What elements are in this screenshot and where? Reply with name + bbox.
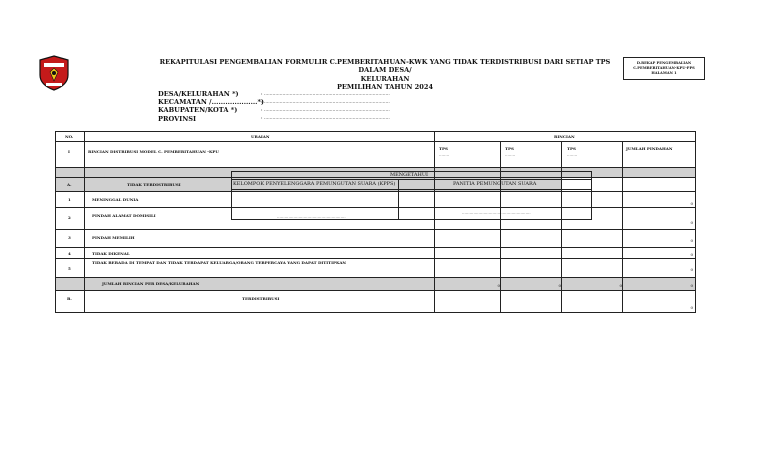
dotted-line: ...................................................... <box>277 214 346 219</box>
table-vertical-rule <box>434 131 435 313</box>
value-cell: 0 <box>690 252 693 257</box>
row-no: B. <box>67 296 72 301</box>
info-label: PROVINSI <box>158 114 197 123</box>
table-horizontal-rule <box>55 229 696 230</box>
value-cell: 0 <box>690 220 693 225</box>
row-no: I <box>68 149 70 154</box>
info-value: : ........................................................................................ <box>261 116 390 122</box>
row-label: JUMLAH RINCIAN PER DESA/KELURAHAN <box>102 281 200 286</box>
info-label: KABUPATEN/KOTA *) <box>158 106 238 115</box>
row-no: 2 <box>68 215 71 220</box>
header-uraian: URAIAN <box>251 134 270 139</box>
value-cell: 0 <box>558 283 561 288</box>
table-vertical-rule <box>55 131 56 313</box>
row-no: A. <box>67 182 72 187</box>
table-vertical-rule <box>84 131 85 313</box>
info-label: KECAMATAN /....................*) <box>158 98 265 107</box>
row-no: 3 <box>68 235 71 240</box>
row-label: PINDAH MEMILIH <box>92 235 135 240</box>
tps-label: TPS <box>505 146 514 151</box>
jumlah-pindahan-header: JUMLAH PINDAHAN <box>626 146 673 151</box>
row-no: 5 <box>68 266 71 271</box>
rekap-table <box>55 131 696 313</box>
table-horizontal-rule <box>55 167 696 168</box>
form-reference-box <box>623 57 705 80</box>
row-label: TIDAK DIKENAL <box>92 251 130 256</box>
document-title <box>150 58 620 92</box>
row-label: MENINGGAL DUNIA <box>92 197 139 202</box>
table-vertical-rule <box>500 141 501 313</box>
title-line: PEMILIHAN TAHUN 2024 <box>336 83 434 92</box>
tps-label: TPS <box>439 146 448 151</box>
tps-number: ........ <box>505 152 516 157</box>
table-vertical-rule <box>622 141 623 313</box>
table-horizontal-rule <box>232 179 591 180</box>
value-cell: 0 <box>690 201 693 206</box>
row-label: PINDAH ALAMAT DOMISILI <box>92 213 156 218</box>
ref-line: HALAMAN 1 <box>651 71 677 75</box>
panitia-label: PANITIA PEMUNGUTAN SUARA <box>453 181 537 187</box>
header-no: NO. <box>65 134 74 139</box>
table-vertical-rule <box>695 131 696 313</box>
value-cell: 0 <box>690 305 693 310</box>
region-info <box>158 90 390 123</box>
info-label: DESA/KELURAHAN *) <box>158 90 239 99</box>
row-label: TERDISTRIBUSI <box>242 296 280 301</box>
table-horizontal-rule <box>55 131 696 132</box>
value-cell: 0 <box>619 283 622 288</box>
info-value: : ........................................................................................ <box>261 91 390 97</box>
kpps-label: KELOMPOK PENYELENGGARA PEMUNGUTAN SUARA (KPPS) <box>233 181 396 187</box>
info-row-provinsi <box>158 115 390 123</box>
table-horizontal-rule <box>55 277 696 278</box>
tps-label: TPS <box>567 146 576 151</box>
tps-number: ........ <box>439 152 450 157</box>
header-rincian: RINCIAN <box>554 134 575 139</box>
mengetahui-label: MENGETAHUI <box>390 172 429 178</box>
table-vertical-rule <box>398 179 399 219</box>
ref-line: D.REKAP PENGEMBALIAN <box>636 61 692 65</box>
table-horizontal-rule <box>55 247 696 248</box>
signature-dotted-line: ...................................................... <box>462 210 531 215</box>
table-horizontal-rule <box>55 258 696 259</box>
table-horizontal-rule <box>55 141 696 142</box>
title-line: KELURAHAN <box>360 74 410 83</box>
info-row-kecamatan <box>158 98 390 106</box>
row-no: 1 <box>68 197 71 202</box>
info-row-desa <box>158 90 390 98</box>
value-cell: 0 <box>690 238 693 243</box>
table-horizontal-rule <box>55 290 696 291</box>
row-label: RINCIAN DISTRIBUSI MODEL C. PEMBERITAHUAN -KPU <box>88 149 219 154</box>
row-label: TIDAK BERADA DI TEMPAT DAN TIDAK TERDAPAT KELUARGA/ORANG TERPERCAYA YANG DAPAT DITITIPKAN <box>92 260 347 265</box>
value-cell: 0 <box>690 267 693 272</box>
title-line: REKAPITULASI PENGEMBALIAN FORMULIR C.PEMBERITAHUAN-KWK YANG TIDAK TERDISTRIBUSI DARI SETIAP TPS DALAM DESA/ <box>159 58 611 75</box>
ref-line: C.PEMBERITAHUAN-KPU-PPS <box>633 66 695 70</box>
info-value: : ........................................................................................ <box>261 107 390 113</box>
table-horizontal-rule <box>55 312 696 313</box>
table-vertical-rule <box>561 141 562 313</box>
kpu-logo <box>38 55 70 91</box>
row-no: 4 <box>68 251 71 256</box>
value-cell: 0 <box>497 283 500 288</box>
info-value: : ........................................................................................ <box>261 99 390 105</box>
tps-number: ........ <box>567 152 578 157</box>
signature-block <box>231 171 592 220</box>
value-cell: 0 <box>690 283 693 288</box>
table-horizontal-rule <box>232 189 591 190</box>
info-row-kabupaten <box>158 106 390 114</box>
row-label: TIDAK TERDISTRIBUSI <box>127 182 181 187</box>
